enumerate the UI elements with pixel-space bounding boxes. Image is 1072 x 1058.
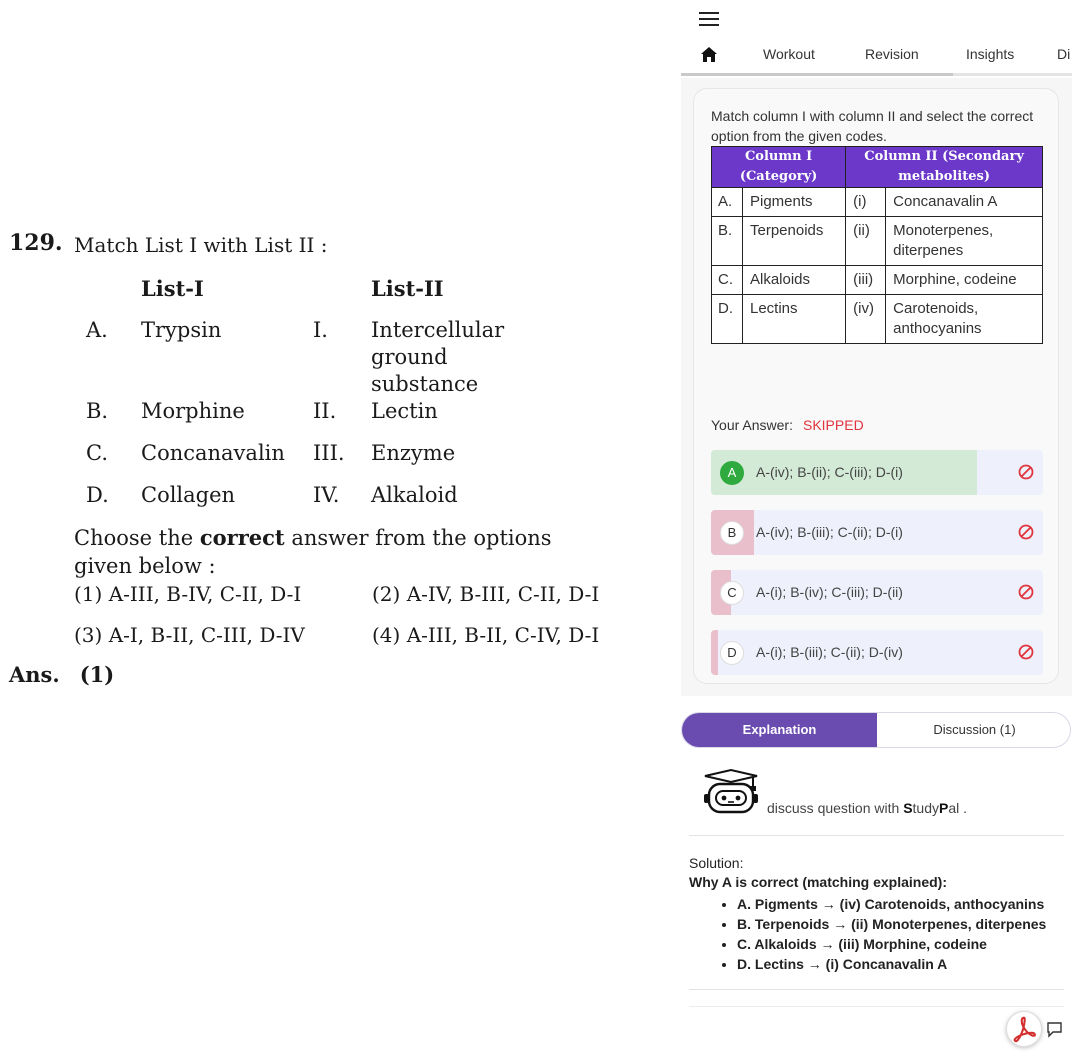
table-cell: Monoterpenes, diterpenes: [886, 217, 1043, 266]
studypal-prefix: discuss question with: [767, 800, 900, 816]
list-row-num: III.: [313, 441, 345, 465]
studypal-prompt[interactable]: [767, 800, 967, 816]
tab-bar: [681, 36, 1072, 76]
list-row-value: Alkaloid: [371, 483, 458, 507]
answer-option: (1) A-III, B-IV, C-II, D-I: [74, 582, 302, 606]
divider: [689, 1006, 1064, 1007]
table-row: [712, 188, 1043, 217]
studypal-brand-text: tudy: [912, 800, 939, 816]
divider: [689, 835, 1064, 836]
practice-panel: [681, 0, 1072, 1058]
pdf-button[interactable]: [1006, 1011, 1042, 1047]
solution-points: [737, 894, 1046, 974]
tab-revision[interactable]: Revision: [865, 46, 919, 62]
choose-emphasis: correct: [199, 525, 285, 550]
option-b[interactable]: [711, 510, 1043, 555]
studypal-brand-letter: P: [939, 800, 949, 816]
table-cell: Alkaloids: [743, 266, 846, 295]
table-cell: (iii): [846, 266, 886, 295]
ban-icon: [1018, 524, 1034, 540]
list-row-item: Morphine: [141, 399, 245, 423]
table-cell: (ii): [846, 217, 886, 266]
table-row: [712, 217, 1043, 266]
option-text: A-(iv); B-(ii); C-(iii); D-(i): [756, 464, 903, 480]
option-text: A-(iv); B-(iii); C-(ii); D-(i): [756, 524, 903, 540]
option-letter-badge: B: [720, 521, 744, 545]
ban-icon: [1018, 584, 1034, 600]
home-icon[interactable]: [701, 47, 717, 62]
list2-header: List-II: [371, 276, 444, 301]
table-cell: A.: [712, 188, 743, 217]
solution-point: • A. Pigments → (iv) Carotenoids, anthocyanins: [737, 894, 1046, 914]
table-cell: D.: [712, 295, 743, 344]
tab-workout[interactable]: Workout: [763, 46, 815, 62]
table-cell: C.: [712, 266, 743, 295]
menu-icon[interactable]: [699, 12, 719, 28]
table-cell: (iv): [846, 295, 886, 344]
choose-text: Choose the: [74, 526, 194, 550]
list-row-item: Trypsin: [141, 318, 222, 342]
tab-insights[interactable]: Insights: [966, 46, 1015, 62]
explanation-discussion-toggle: [681, 712, 1071, 748]
answer-option: (3) A-I, B-II, C-III, D-IV: [74, 623, 305, 647]
studypal-brand-letter: S: [903, 800, 913, 816]
ban-icon: [1018, 644, 1034, 660]
table-cell: Carotenoids, anthocyanins: [886, 295, 1043, 344]
answer-option: (2) A-IV, B-III, C-II, D-I: [372, 582, 600, 606]
answer-value: (1): [79, 662, 115, 687]
option-letter-badge: C: [720, 581, 744, 605]
option-c[interactable]: [711, 570, 1043, 615]
question-prompt: Match List I with List II :: [74, 233, 328, 257]
table-header-col1: Column I (Category): [712, 147, 846, 188]
divider: [689, 989, 1064, 990]
pdf-icon: [1007, 1012, 1041, 1046]
table-cell: Lectins: [743, 295, 846, 344]
list-row-key: C.: [86, 441, 108, 465]
answer-option: (4) A-III, B-II, C-IV, D-I: [372, 623, 600, 647]
tab-more[interactable]: Di: [1057, 46, 1071, 62]
table-cell: Concanavalin A: [886, 188, 1043, 217]
question-text: Match column I with column II and select the correct option from the given codes.: [711, 108, 1034, 144]
choose-instruction: [74, 524, 614, 580]
table-cell: Terpenoids: [743, 217, 846, 266]
option-a[interactable]: [711, 450, 1043, 495]
table-cell: Morphine, codeine: [886, 266, 1043, 295]
your-answer: [711, 417, 864, 433]
answer-label: Ans.: [9, 662, 60, 687]
answer-key: [9, 662, 114, 687]
list-row-item: Concanavalin: [141, 441, 285, 465]
table-cell: B.: [712, 217, 743, 266]
list-row-value: Lectin: [371, 399, 438, 423]
question-card: [693, 88, 1059, 684]
match-table: [711, 146, 1043, 344]
solution-point: • C. Alkaloids → (iii) Morphine, codeine: [737, 934, 1046, 954]
solution-point: • D. Lectins → (i) Concanavalin A: [737, 954, 1046, 974]
skipped-status: SKIPPED: [802, 417, 864, 433]
list-row-key: D.: [86, 483, 109, 507]
table-cell: Pigments: [743, 188, 846, 217]
option-text: A-(i); B-(iv); C-(iii); D-(ii): [756, 584, 903, 600]
choose-text: answer from the options given below :: [74, 526, 552, 578]
ban-icon: [1018, 464, 1034, 480]
tab-discussion[interactable]: Discussion (1): [933, 722, 1016, 737]
list-row-num: II.: [313, 399, 337, 423]
solution-point: • B. Terpenoids → (ii) Monoterpenes, diterpenes: [737, 914, 1046, 934]
studypal-bot-icon[interactable]: [701, 768, 761, 816]
list-row-item: Collagen: [141, 483, 236, 507]
option-d[interactable]: [711, 630, 1043, 675]
option-share-bar: [711, 630, 718, 675]
solution-heading: Why A is correct (matching explained):: [689, 874, 948, 890]
question-number: 129.: [9, 230, 63, 256]
studypal-brand-text: al .: [948, 800, 968, 816]
table-cell: (i): [846, 188, 886, 217]
list-row-value: Intercellular ground substance: [371, 318, 505, 396]
table-header-col2: Column II (Secondary metabolites): [846, 147, 1043, 188]
list-row-value: Enzyme: [371, 441, 456, 465]
option-letter-badge: D: [720, 641, 744, 665]
list-row-key: B.: [86, 399, 109, 423]
option-text: A-(i); B-(iii); C-(ii); D-(iv): [756, 644, 903, 660]
list-row-key: A.: [86, 318, 108, 342]
solution-label: Solution:: [689, 855, 744, 871]
tab-explanation[interactable]: Explanation: [682, 713, 877, 747]
table-row: [712, 266, 1043, 295]
list1-header: List-I: [141, 276, 204, 301]
your-answer-label: Your Answer:: [711, 417, 793, 433]
list-row-num: IV.: [313, 483, 340, 507]
list-row-num: I.: [313, 318, 328, 342]
chat-icon[interactable]: [1044, 1020, 1064, 1040]
table-row: [712, 295, 1043, 344]
option-letter-badge: A: [720, 461, 744, 485]
tab-indicator: [681, 73, 953, 76]
